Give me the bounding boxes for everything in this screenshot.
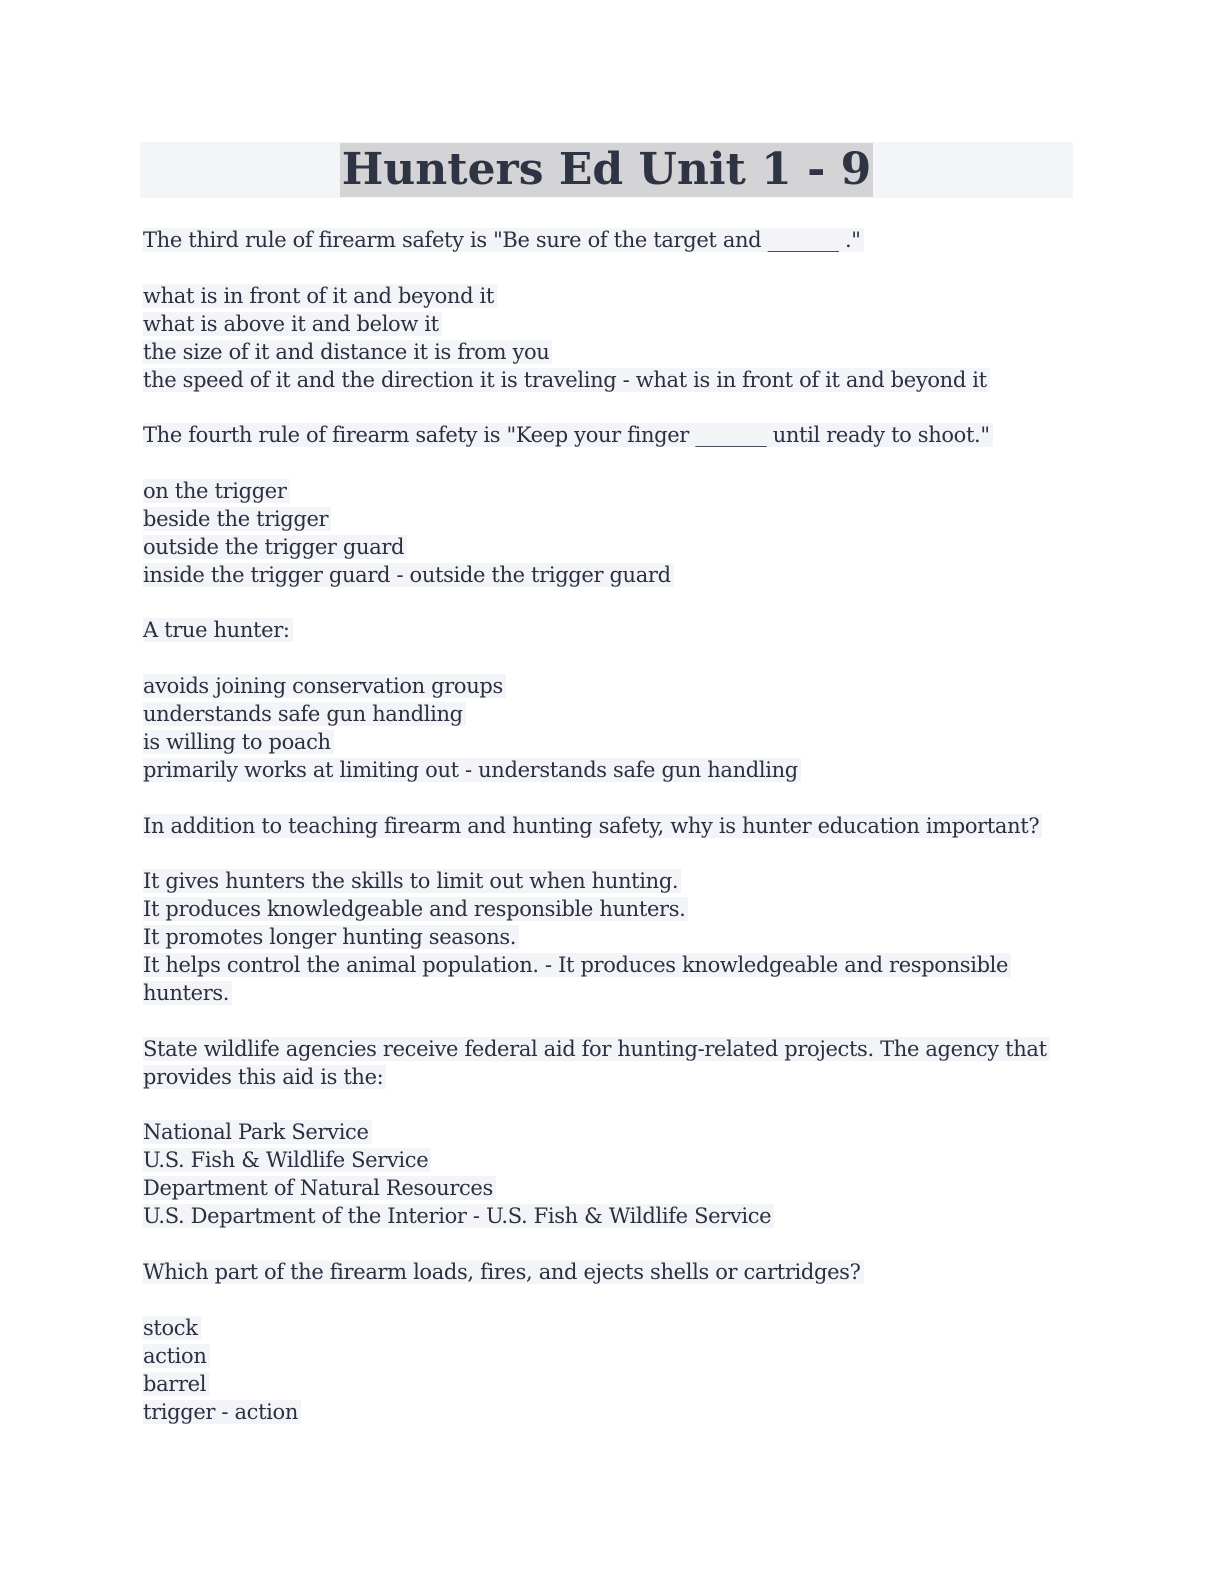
question-block <box>143 1258 1043 1426</box>
answer-option: primarily works at limiting out - understands safe gun handling <box>143 756 1043 784</box>
answer-option: outside the trigger guard <box>143 533 1043 561</box>
title-bar <box>140 142 1073 198</box>
question-prompt: Which part of the firearm loads, fires, and ejects shells or cartridges? <box>143 1258 1043 1286</box>
answer-option: hunters. <box>143 979 1043 1007</box>
question-block <box>143 421 1043 589</box>
question-prompt: The third rule of firearm safety is "Be sure of the target and _______ ." <box>143 226 1043 254</box>
question-block <box>143 1035 1047 1231</box>
answer-option: what is in front of it and beyond it <box>143 282 1043 310</box>
answer-option: is willing to poach <box>143 728 1043 756</box>
answer-option: the size of it and distance it is from you <box>143 338 1043 366</box>
answer-option: beside the trigger <box>143 505 1043 533</box>
answer-option: barrel <box>143 1370 1043 1398</box>
answer-option: the speed of it and the direction it is traveling - what is in front of it and beyond it <box>143 366 1043 394</box>
answer-option: what is above it and below it <box>143 310 1043 338</box>
answer-option: U.S. Fish & Wildlife Service <box>143 1146 1043 1174</box>
answer-option: Department of Natural Resources <box>143 1174 1043 1202</box>
answer-option: It gives hunters the skills to limit out when hunting. <box>143 867 1043 895</box>
question-prompt: The fourth rule of firearm safety is "Keep your finger _______ until ready to shoot." <box>143 421 1043 449</box>
question-block <box>143 812 1043 1008</box>
document-body <box>143 226 1047 1426</box>
answer-option: It helps control the animal population. - It produces knowledgeable and responsible <box>143 951 1043 979</box>
answer-option: understands safe gun handling <box>143 700 1043 728</box>
question-prompt: In addition to teaching firearm and hunting safety, why is hunter education important? <box>143 812 1043 840</box>
answer-option: action <box>143 1342 1043 1370</box>
answer-option: It produces knowledgeable and responsible hunters. <box>143 895 1043 923</box>
answer-option: U.S. Department of the Interior - U.S. Fish & Wildlife Service <box>143 1202 1043 1230</box>
question-prompt-continued: provides this aid is the: <box>143 1063 1043 1091</box>
question-prompt: A true hunter: <box>143 616 1043 644</box>
answer-option: trigger - action <box>143 1398 1043 1426</box>
answer-option: National Park Service <box>143 1118 1043 1146</box>
answer-option: stock <box>143 1314 1043 1342</box>
answer-option: inside the trigger guard - outside the trigger guard <box>143 561 1043 589</box>
question-prompt: State wildlife agencies receive federal aid for hunting-related projects. The agency that <box>143 1035 1043 1063</box>
page-title: Hunters Ed Unit 1 - 9 <box>341 144 872 195</box>
question-block <box>143 226 1043 394</box>
answer-option: on the trigger <box>143 477 1043 505</box>
question-block <box>143 616 1043 784</box>
answer-option: avoids joining conservation groups <box>143 672 1043 700</box>
answer-option: It promotes longer hunting seasons. <box>143 923 1043 951</box>
